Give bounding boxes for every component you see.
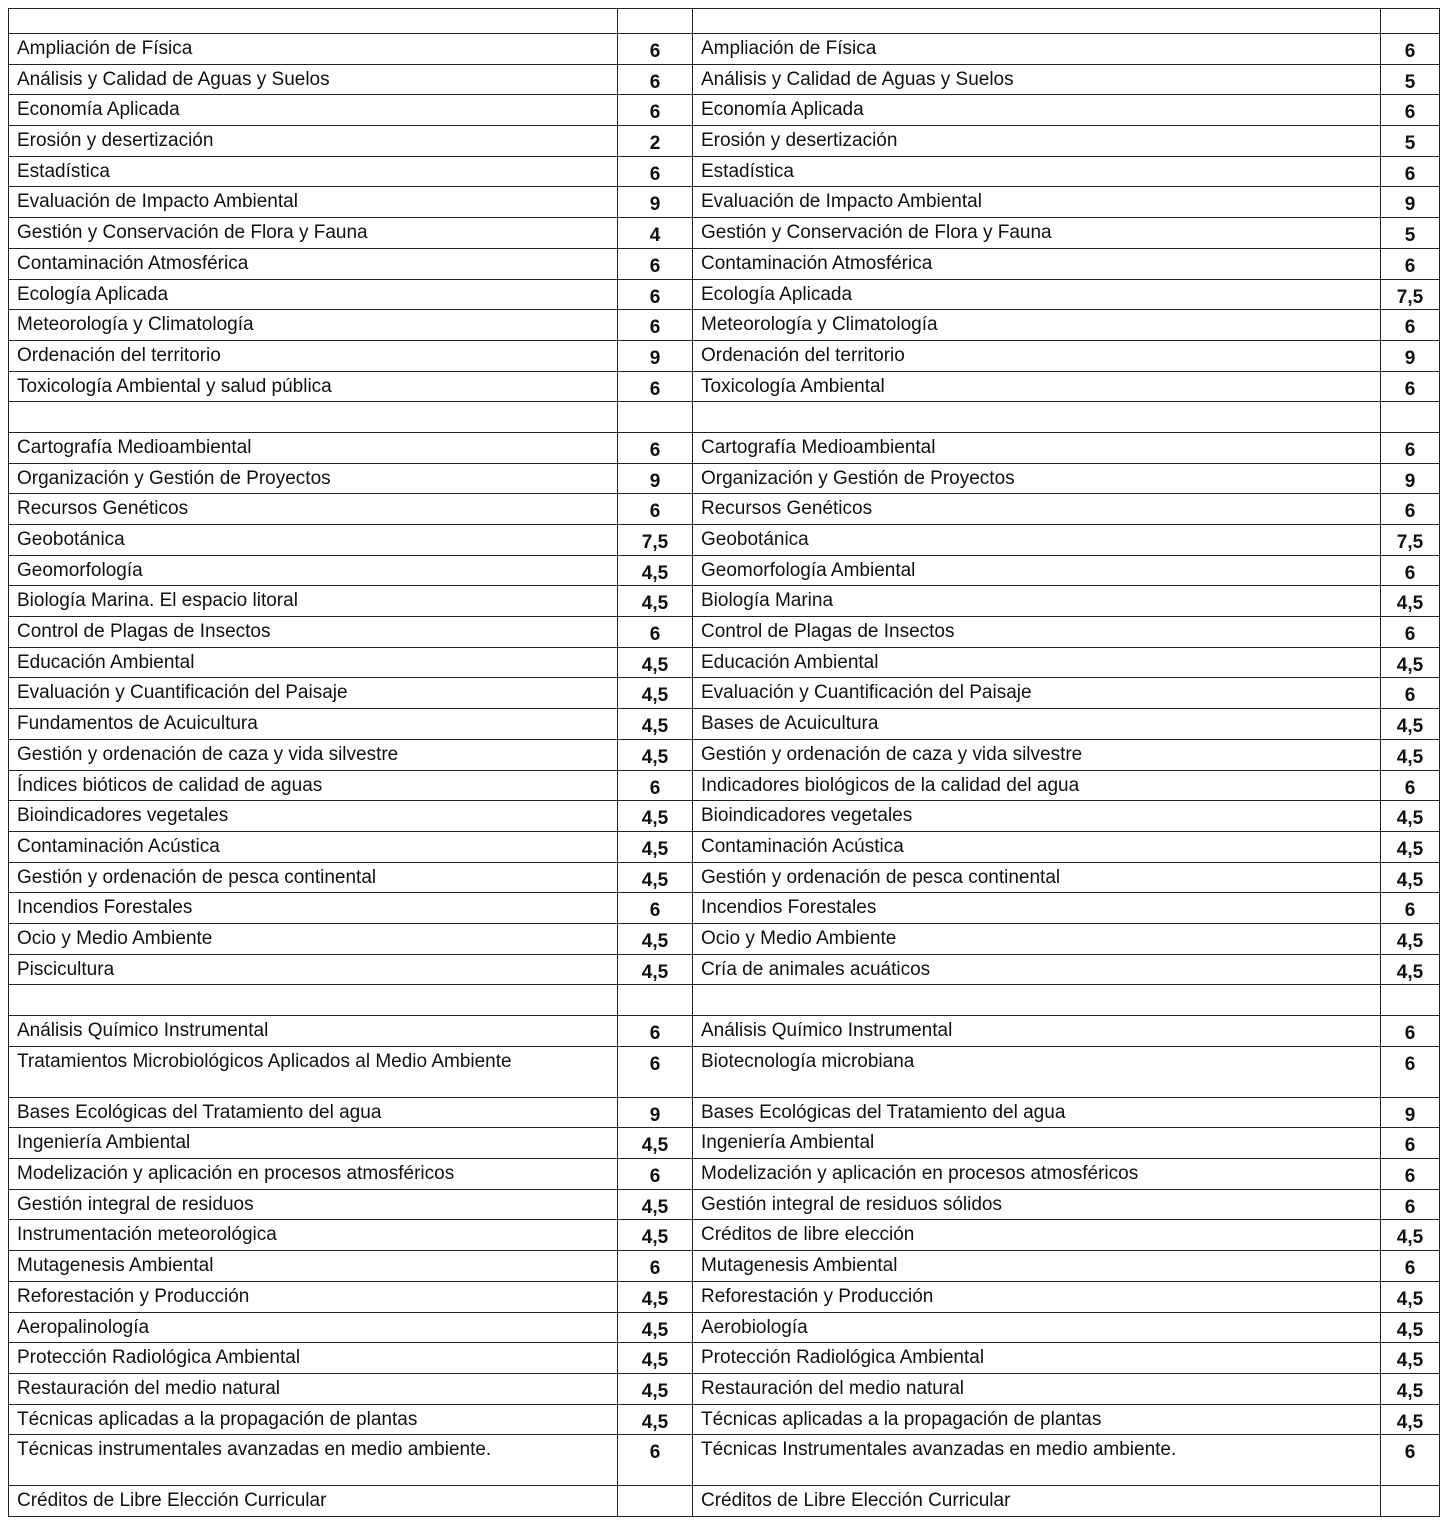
old-credits-cell: 4,5	[618, 862, 693, 893]
old-subject-cell: Ingeniería Ambiental	[9, 1128, 618, 1159]
new-subject-cell: Control de Plagas de Insectos	[693, 617, 1381, 648]
new-credits-cell	[1381, 402, 1440, 433]
old-credits-cell: 4	[618, 218, 693, 249]
new-subject-cell: Ampliación de Física	[693, 34, 1381, 65]
table-row	[9, 1312, 1440, 1343]
old-subject-cell: Gestión integral de residuos	[9, 1189, 618, 1220]
old-credits-cell: 4,5	[618, 831, 693, 862]
old-credits-cell: 4,5	[618, 923, 693, 954]
new-subject-cell: Gestión integral de residuos sólidos	[693, 1189, 1381, 1220]
old-credits-cell: 6	[618, 1046, 693, 1097]
old-subject-cell: Erosión y desertización	[9, 126, 618, 157]
table-row	[9, 1404, 1440, 1435]
new-credits-cell: 4,5	[1381, 647, 1440, 678]
new-credits-cell: 9	[1381, 463, 1440, 494]
table-body	[9, 9, 1440, 1517]
old-credits-cell: 4,5	[618, 1373, 693, 1404]
old-credits-cell: 6	[618, 156, 693, 187]
new-credits-cell: 6	[1381, 156, 1440, 187]
old-credits-cell: 6	[618, 494, 693, 525]
new-credits-cell: 6	[1381, 432, 1440, 463]
new-credits-cell: 5	[1381, 126, 1440, 157]
old-subject-cell: Meteorología y Climatología	[9, 310, 618, 341]
old-credits-cell: 2	[618, 126, 693, 157]
new-subject-cell: Toxicología Ambiental	[693, 371, 1381, 402]
table-row	[9, 432, 1440, 463]
new-credits-cell: 6	[1381, 617, 1440, 648]
old-credits-cell: 6	[618, 371, 693, 402]
table-row	[9, 1486, 1440, 1517]
new-subject-cell: Biología Marina	[693, 586, 1381, 617]
old-subject-cell: Recursos Genéticos	[9, 494, 618, 525]
old-credits-cell: 4,5	[618, 709, 693, 740]
new-subject-cell: Contaminación Atmosférica	[693, 248, 1381, 279]
old-credits-cell: 9	[618, 187, 693, 218]
new-subject-cell: Biotecnología microbiana	[693, 1046, 1381, 1097]
new-subject-cell: Erosión y desertización	[693, 126, 1381, 157]
new-credits-cell: 6	[1381, 34, 1440, 65]
table-row	[9, 709, 1440, 740]
new-subject-cell: Contaminación Acústica	[693, 831, 1381, 862]
table-row	[9, 1220, 1440, 1251]
old-subject-cell: Contaminación Atmosférica	[9, 248, 618, 279]
new-subject-cell: Bioindicadores vegetales	[693, 801, 1381, 832]
new-credits-cell	[1381, 9, 1440, 34]
table-row	[9, 64, 1440, 95]
new-subject-cell: Ocio y Medio Ambiente	[693, 923, 1381, 954]
new-subject-cell: Reforestación y Producción	[693, 1281, 1381, 1312]
new-credits-cell: 6	[1381, 371, 1440, 402]
old-subject-cell: Instrumentación meteorológica	[9, 1220, 618, 1251]
new-credits-cell: 6	[1381, 555, 1440, 586]
old-subject-cell: Organización y Gestión de Proyectos	[9, 463, 618, 494]
old-credits-cell: 4,5	[618, 1220, 693, 1251]
equivalence-table	[8, 8, 1440, 1517]
new-subject-cell: Ingeniería Ambiental	[693, 1128, 1381, 1159]
table-row	[9, 862, 1440, 893]
table-row	[9, 1046, 1440, 1097]
table-row	[9, 954, 1440, 985]
old-credits-cell: 6	[618, 1435, 693, 1486]
new-credits-cell: 4,5	[1381, 801, 1440, 832]
new-subject-cell: Créditos de libre elección	[693, 1220, 1381, 1251]
old-credits-cell: 4,5	[618, 1404, 693, 1435]
new-credits-cell: 4,5	[1381, 709, 1440, 740]
new-subject-cell: Educación Ambiental	[693, 647, 1381, 678]
new-subject-cell: Restauración del medio natural	[693, 1373, 1381, 1404]
old-subject-cell: Tratamientos Microbiológicos Aplicados al Medio Ambiente	[9, 1046, 618, 1097]
old-credits-cell: 4,5	[618, 1281, 693, 1312]
old-credits-cell: 4,5	[618, 1312, 693, 1343]
old-subject-cell: Índices bióticos de calidad de aguas	[9, 770, 618, 801]
new-credits-cell: 6	[1381, 1159, 1440, 1190]
new-subject-cell: Economía Aplicada	[693, 95, 1381, 126]
new-credits-cell: 4,5	[1381, 1281, 1440, 1312]
new-credits-cell: 6	[1381, 95, 1440, 126]
table-row	[9, 1373, 1440, 1404]
table-row	[9, 95, 1440, 126]
old-credits-cell	[618, 1486, 693, 1517]
new-credits-cell: 9	[1381, 340, 1440, 371]
section-separator-row	[9, 985, 1440, 1016]
table-row	[9, 494, 1440, 525]
table-row	[9, 1343, 1440, 1374]
old-subject-cell: Piscicultura	[9, 954, 618, 985]
old-credits-cell: 4,5	[618, 678, 693, 709]
new-credits-cell: 9	[1381, 1097, 1440, 1128]
table-row	[9, 678, 1440, 709]
table-row	[9, 739, 1440, 770]
new-credits-cell: 4,5	[1381, 831, 1440, 862]
old-subject-cell: Gestión y Conservación de Flora y Fauna	[9, 218, 618, 249]
new-credits-cell: 6	[1381, 310, 1440, 341]
old-subject-cell: Evaluación y Cuantificación del Paisaje	[9, 678, 618, 709]
old-subject-cell: Educación Ambiental	[9, 647, 618, 678]
old-subject-cell: Gestión y ordenación de pesca continental	[9, 862, 618, 893]
new-credits-cell: 7,5	[1381, 525, 1440, 556]
table-row	[9, 586, 1440, 617]
old-subject-cell: Economía Aplicada	[9, 95, 618, 126]
new-subject-cell: Gestión y ordenación de caza y vida silvestre	[693, 739, 1381, 770]
old-subject-cell: Contaminación Acústica	[9, 831, 618, 862]
new-subject-cell: Mutagenesis Ambiental	[693, 1251, 1381, 1282]
new-subject-cell: Meteorología y Climatología	[693, 310, 1381, 341]
old-credits-cell: 6	[618, 1159, 693, 1190]
table-row	[9, 647, 1440, 678]
old-subject-cell: Fundamentos de Acuicultura	[9, 709, 618, 740]
old-subject-cell: Técnicas instrumentales avanzadas en medio ambiente.	[9, 1435, 618, 1486]
new-subject-cell: Ecología Aplicada	[693, 279, 1381, 310]
new-subject-cell: Cría de animales acuáticos	[693, 954, 1381, 985]
new-subject-cell	[693, 985, 1381, 1016]
new-credits-cell: 4,5	[1381, 1220, 1440, 1251]
old-subject-cell: Gestión y ordenación de caza y vida silvestre	[9, 739, 618, 770]
table-row	[9, 893, 1440, 924]
old-credits-cell	[618, 402, 693, 433]
new-subject-cell: Estadística	[693, 156, 1381, 187]
new-credits-cell: 6	[1381, 1128, 1440, 1159]
table-row	[9, 801, 1440, 832]
old-subject-cell: Geobotánica	[9, 525, 618, 556]
new-credits-cell: 5	[1381, 64, 1440, 95]
old-subject-cell: Geomorfología	[9, 555, 618, 586]
old-subject-cell: Ordenación del territorio	[9, 340, 618, 371]
new-subject-cell: Créditos de Libre Elección Curricular	[693, 1486, 1381, 1517]
old-subject-cell: Biología Marina. El espacio litoral	[9, 586, 618, 617]
new-subject-cell: Técnicas Instrumentales avanzadas en medio ambiente.	[693, 1435, 1381, 1486]
table-row	[9, 310, 1440, 341]
old-credits-cell: 6	[618, 95, 693, 126]
new-subject-cell: Técnicas aplicadas a la propagación de plantas	[693, 1404, 1381, 1435]
old-credits-cell: 4,5	[618, 555, 693, 586]
table-row	[9, 279, 1440, 310]
old-credits-cell: 6	[618, 64, 693, 95]
old-subject-cell: Mutagenesis Ambiental	[9, 1251, 618, 1282]
old-credits-cell: 4,5	[618, 586, 693, 617]
new-subject-cell: Bases Ecológicas del Tratamiento del agua	[693, 1097, 1381, 1128]
table-row	[9, 617, 1440, 648]
old-subject-cell: Ampliación de Física	[9, 34, 618, 65]
new-subject-cell: Indicadores biológicos de la calidad del agua	[693, 770, 1381, 801]
old-credits-cell: 6	[618, 34, 693, 65]
new-subject-cell: Organización y Gestión de Proyectos	[693, 463, 1381, 494]
old-credits-cell: 6	[618, 893, 693, 924]
new-subject-cell: Incendios Forestales	[693, 893, 1381, 924]
new-subject-cell: Gestión y ordenación de pesca continental	[693, 862, 1381, 893]
new-credits-cell: 6	[1381, 1435, 1440, 1486]
old-subject-cell: Modelización y aplicación en procesos atmosféricos	[9, 1159, 618, 1190]
old-credits-cell: 4,5	[618, 739, 693, 770]
new-subject-cell: Cartografía Medioambiental	[693, 432, 1381, 463]
old-subject-cell: Análisis y Calidad de Aguas y Suelos	[9, 64, 618, 95]
table-row	[9, 1159, 1440, 1190]
new-credits-cell	[1381, 985, 1440, 1016]
old-credits-cell: 4,5	[618, 1128, 693, 1159]
table-row	[9, 1128, 1440, 1159]
old-credits-cell	[618, 9, 693, 34]
old-credits-cell: 4,5	[618, 647, 693, 678]
new-credits-cell: 4,5	[1381, 739, 1440, 770]
table-row	[9, 1281, 1440, 1312]
new-subject-cell: Modelización y aplicación en procesos atmosféricos	[693, 1159, 1381, 1190]
new-credits-cell: 4,5	[1381, 586, 1440, 617]
new-subject-cell: Evaluación y Cuantificación del Paisaje	[693, 678, 1381, 709]
old-credits-cell: 6	[618, 1251, 693, 1282]
new-subject-cell: Aerobiología	[693, 1312, 1381, 1343]
new-credits-cell: 6	[1381, 678, 1440, 709]
table-row	[9, 1435, 1440, 1486]
table-row	[9, 463, 1440, 494]
new-subject-cell	[693, 9, 1381, 34]
old-subject-cell	[9, 9, 618, 34]
section-separator-row	[9, 402, 1440, 433]
old-subject-cell: Toxicología Ambiental y salud pública	[9, 371, 618, 402]
new-subject-cell: Análisis Químico Instrumental	[693, 1016, 1381, 1047]
old-subject-cell: Bioindicadores vegetales	[9, 801, 618, 832]
table-row	[9, 218, 1440, 249]
new-credits-cell: 5	[1381, 218, 1440, 249]
old-credits-cell: 6	[618, 617, 693, 648]
old-subject-cell: Técnicas aplicadas a la propagación de plantas	[9, 1404, 618, 1435]
old-credits-cell: 4,5	[618, 1343, 693, 1374]
new-credits-cell: 6	[1381, 1189, 1440, 1220]
old-credits-cell: 4,5	[618, 1189, 693, 1220]
old-subject-cell: Control de Plagas de Insectos	[9, 617, 618, 648]
old-credits-cell	[618, 985, 693, 1016]
old-subject-cell: Ocio y Medio Ambiente	[9, 923, 618, 954]
new-subject-cell: Geobotánica	[693, 525, 1381, 556]
old-subject-cell: Evaluación de Impacto Ambiental	[9, 187, 618, 218]
old-subject-cell: Créditos de Libre Elección Curricular	[9, 1486, 618, 1517]
new-subject-cell: Bases de Acuicultura	[693, 709, 1381, 740]
new-credits-cell: 6	[1381, 1046, 1440, 1097]
new-credits-cell: 6	[1381, 893, 1440, 924]
old-subject-cell: Ecología Aplicada	[9, 279, 618, 310]
old-subject-cell: Protección Radiológica Ambiental	[9, 1343, 618, 1374]
new-subject-cell: Ordenación del territorio	[693, 340, 1381, 371]
new-credits-cell	[1381, 1486, 1440, 1517]
table-row	[9, 156, 1440, 187]
old-subject-cell: Reforestación y Producción	[9, 1281, 618, 1312]
new-credits-cell: 6	[1381, 1016, 1440, 1047]
table-row	[9, 1251, 1440, 1282]
table-row	[9, 555, 1440, 586]
old-subject-cell	[9, 985, 618, 1016]
new-credits-cell: 4,5	[1381, 1343, 1440, 1374]
table-row	[9, 923, 1440, 954]
old-subject-cell: Restauración del medio natural	[9, 1373, 618, 1404]
table-row	[9, 770, 1440, 801]
new-subject-cell: Evaluación de Impacto Ambiental	[693, 187, 1381, 218]
new-credits-cell: 6	[1381, 1251, 1440, 1282]
old-credits-cell: 6	[618, 770, 693, 801]
old-credits-cell: 6	[618, 279, 693, 310]
old-credits-cell: 4,5	[618, 954, 693, 985]
header-row	[9, 9, 1440, 34]
new-credits-cell: 4,5	[1381, 1404, 1440, 1435]
new-credits-cell: 6	[1381, 494, 1440, 525]
new-subject-cell: Recursos Genéticos	[693, 494, 1381, 525]
old-credits-cell: 6	[618, 1016, 693, 1047]
table-row	[9, 1189, 1440, 1220]
old-subject-cell: Incendios Forestales	[9, 893, 618, 924]
old-subject-cell	[9, 402, 618, 433]
old-credits-cell: 6	[618, 248, 693, 279]
old-credits-cell: 6	[618, 432, 693, 463]
table-row	[9, 371, 1440, 402]
new-credits-cell: 7,5	[1381, 279, 1440, 310]
table-row	[9, 126, 1440, 157]
old-credits-cell: 9	[618, 340, 693, 371]
old-subject-cell: Cartografía Medioambiental	[9, 432, 618, 463]
table-row	[9, 1016, 1440, 1047]
new-credits-cell: 4,5	[1381, 954, 1440, 985]
table-row	[9, 34, 1440, 65]
old-subject-cell: Análisis Químico Instrumental	[9, 1016, 618, 1047]
table-row	[9, 1097, 1440, 1128]
old-credits-cell: 9	[618, 1097, 693, 1128]
table-row	[9, 831, 1440, 862]
old-credits-cell: 9	[618, 463, 693, 494]
new-subject-cell: Análisis y Calidad de Aguas y Suelos	[693, 64, 1381, 95]
new-subject-cell	[693, 402, 1381, 433]
new-credits-cell: 4,5	[1381, 1373, 1440, 1404]
new-subject-cell: Protección Radiológica Ambiental	[693, 1343, 1381, 1374]
table-row	[9, 248, 1440, 279]
new-credits-cell: 6	[1381, 248, 1440, 279]
old-subject-cell: Bases Ecológicas del Tratamiento del agua	[9, 1097, 618, 1128]
old-credits-cell: 6	[618, 310, 693, 341]
new-credits-cell: 6	[1381, 770, 1440, 801]
table-row	[9, 340, 1440, 371]
old-credits-cell: 4,5	[618, 801, 693, 832]
old-subject-cell: Estadística	[9, 156, 618, 187]
new-subject-cell: Geomorfología Ambiental	[693, 555, 1381, 586]
old-credits-cell: 7,5	[618, 525, 693, 556]
new-credits-cell: 4,5	[1381, 1312, 1440, 1343]
new-credits-cell: 4,5	[1381, 923, 1440, 954]
new-credits-cell: 9	[1381, 187, 1440, 218]
old-subject-cell: Aeropalinología	[9, 1312, 618, 1343]
table-row	[9, 525, 1440, 556]
table-row	[9, 187, 1440, 218]
new-credits-cell: 4,5	[1381, 862, 1440, 893]
new-subject-cell: Gestión y Conservación de Flora y Fauna	[693, 218, 1381, 249]
